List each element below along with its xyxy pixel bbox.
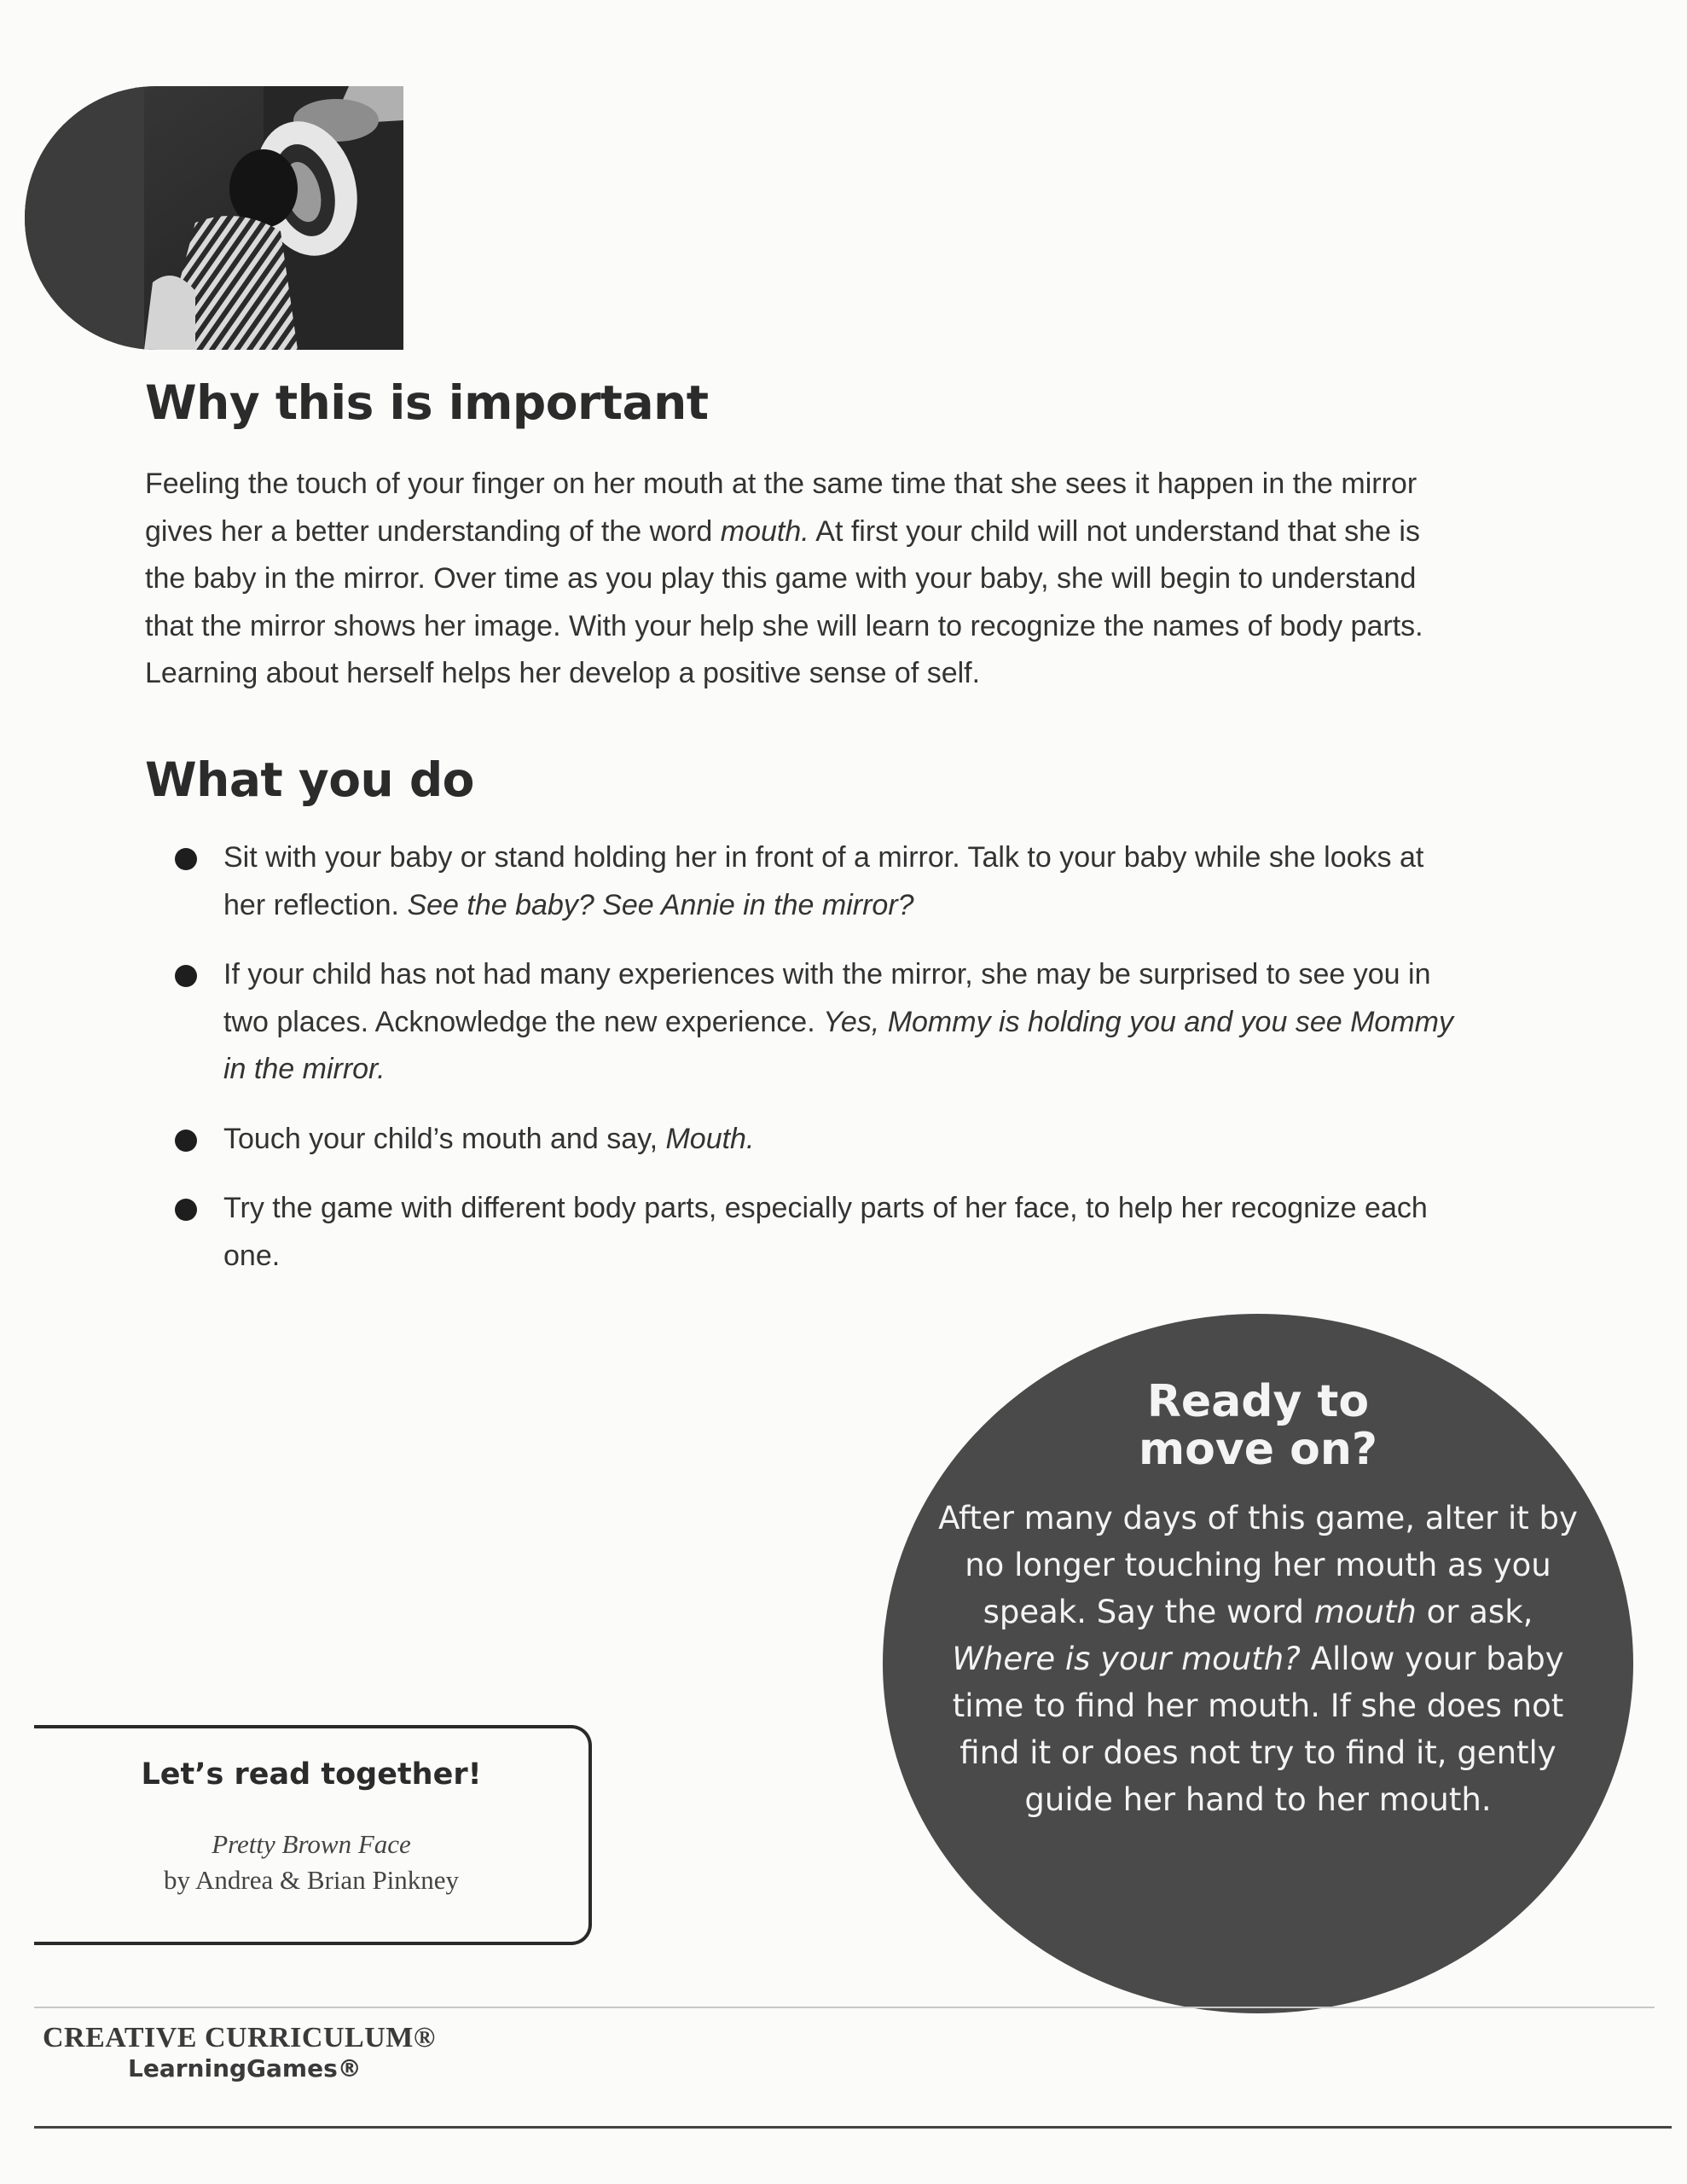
bullet-icon bbox=[175, 1130, 197, 1152]
read-together-title: Let’s read together! bbox=[141, 1757, 482, 1792]
footer-divider bbox=[34, 2007, 1655, 2008]
baby-mirror-photo bbox=[25, 86, 403, 350]
ready-body: After many days of this game, alter it by no longer touching her mouth as you speak. Say the word mouth or ask, Where is your mouth? Allow your baby time to find her mouth. If she does not find it or does not try to find it, gently guide her hand to her mouth. bbox=[938, 1500, 1578, 1818]
read-together-box bbox=[34, 1725, 592, 1945]
steps-list bbox=[171, 834, 1467, 1280]
logo-line2: LearningGames® bbox=[128, 2054, 362, 2082]
ready-to-move-on-circle bbox=[883, 1314, 1633, 2013]
logo-line1: CREATIVE CURRICULUM® bbox=[43, 2022, 436, 2053]
step-item bbox=[171, 951, 1467, 1094]
why-paragraph: Feeling the touch of your finger on her mouth at the same time that she sees it happen in the mirror gives her a better understanding of the word mouth. At first your child will not understand that she is the baby in the mirror. Over time as you play this game with your baby, she will begin to understand that the mirror shows her image. With your help she will learn to recognize the names of body parts. Learning about herself helps her develop a positive sense of self. bbox=[145, 468, 1423, 689]
bullet-icon bbox=[175, 848, 197, 870]
bullet-icon bbox=[175, 965, 197, 987]
ready-title-line2: move on? bbox=[1138, 1424, 1378, 1475]
step-item bbox=[171, 1185, 1467, 1280]
step-text: If your child has not had many experiences with the mirror, she may be surprised to see you in two places. Acknowledge the new experience. Yes, Mommy is holding you and you see Mommy in the mirror. bbox=[223, 958, 1453, 1085]
book-title: Pretty Brown Face bbox=[212, 1829, 411, 1859]
book-author: by Andrea & Brian Pinkney bbox=[163, 1865, 460, 1895]
why-heading: Why this is important bbox=[145, 375, 709, 430]
step-item bbox=[171, 834, 1467, 929]
ready-title-line1: Ready to bbox=[1146, 1376, 1370, 1427]
step-text: Sit with your baby or stand holding her in front of a mirror. Talk to your baby while she looks at her reflection. See the baby? See Annie in the mirror? bbox=[223, 841, 1424, 921]
step-item bbox=[171, 1116, 1467, 1164]
ready-title bbox=[883, 1378, 1633, 1473]
bullet-icon bbox=[175, 1199, 197, 1221]
step-text: Try the game with different body parts, especially parts of her face, to help her recognize each one. bbox=[223, 1192, 1428, 1272]
step-text: Touch your child’s mouth and say, Mouth. bbox=[223, 1122, 755, 1155]
creative-curriculum-logo bbox=[43, 2022, 436, 2090]
bottom-rule bbox=[34, 2126, 1672, 2129]
what-heading: What you do bbox=[145, 752, 474, 807]
